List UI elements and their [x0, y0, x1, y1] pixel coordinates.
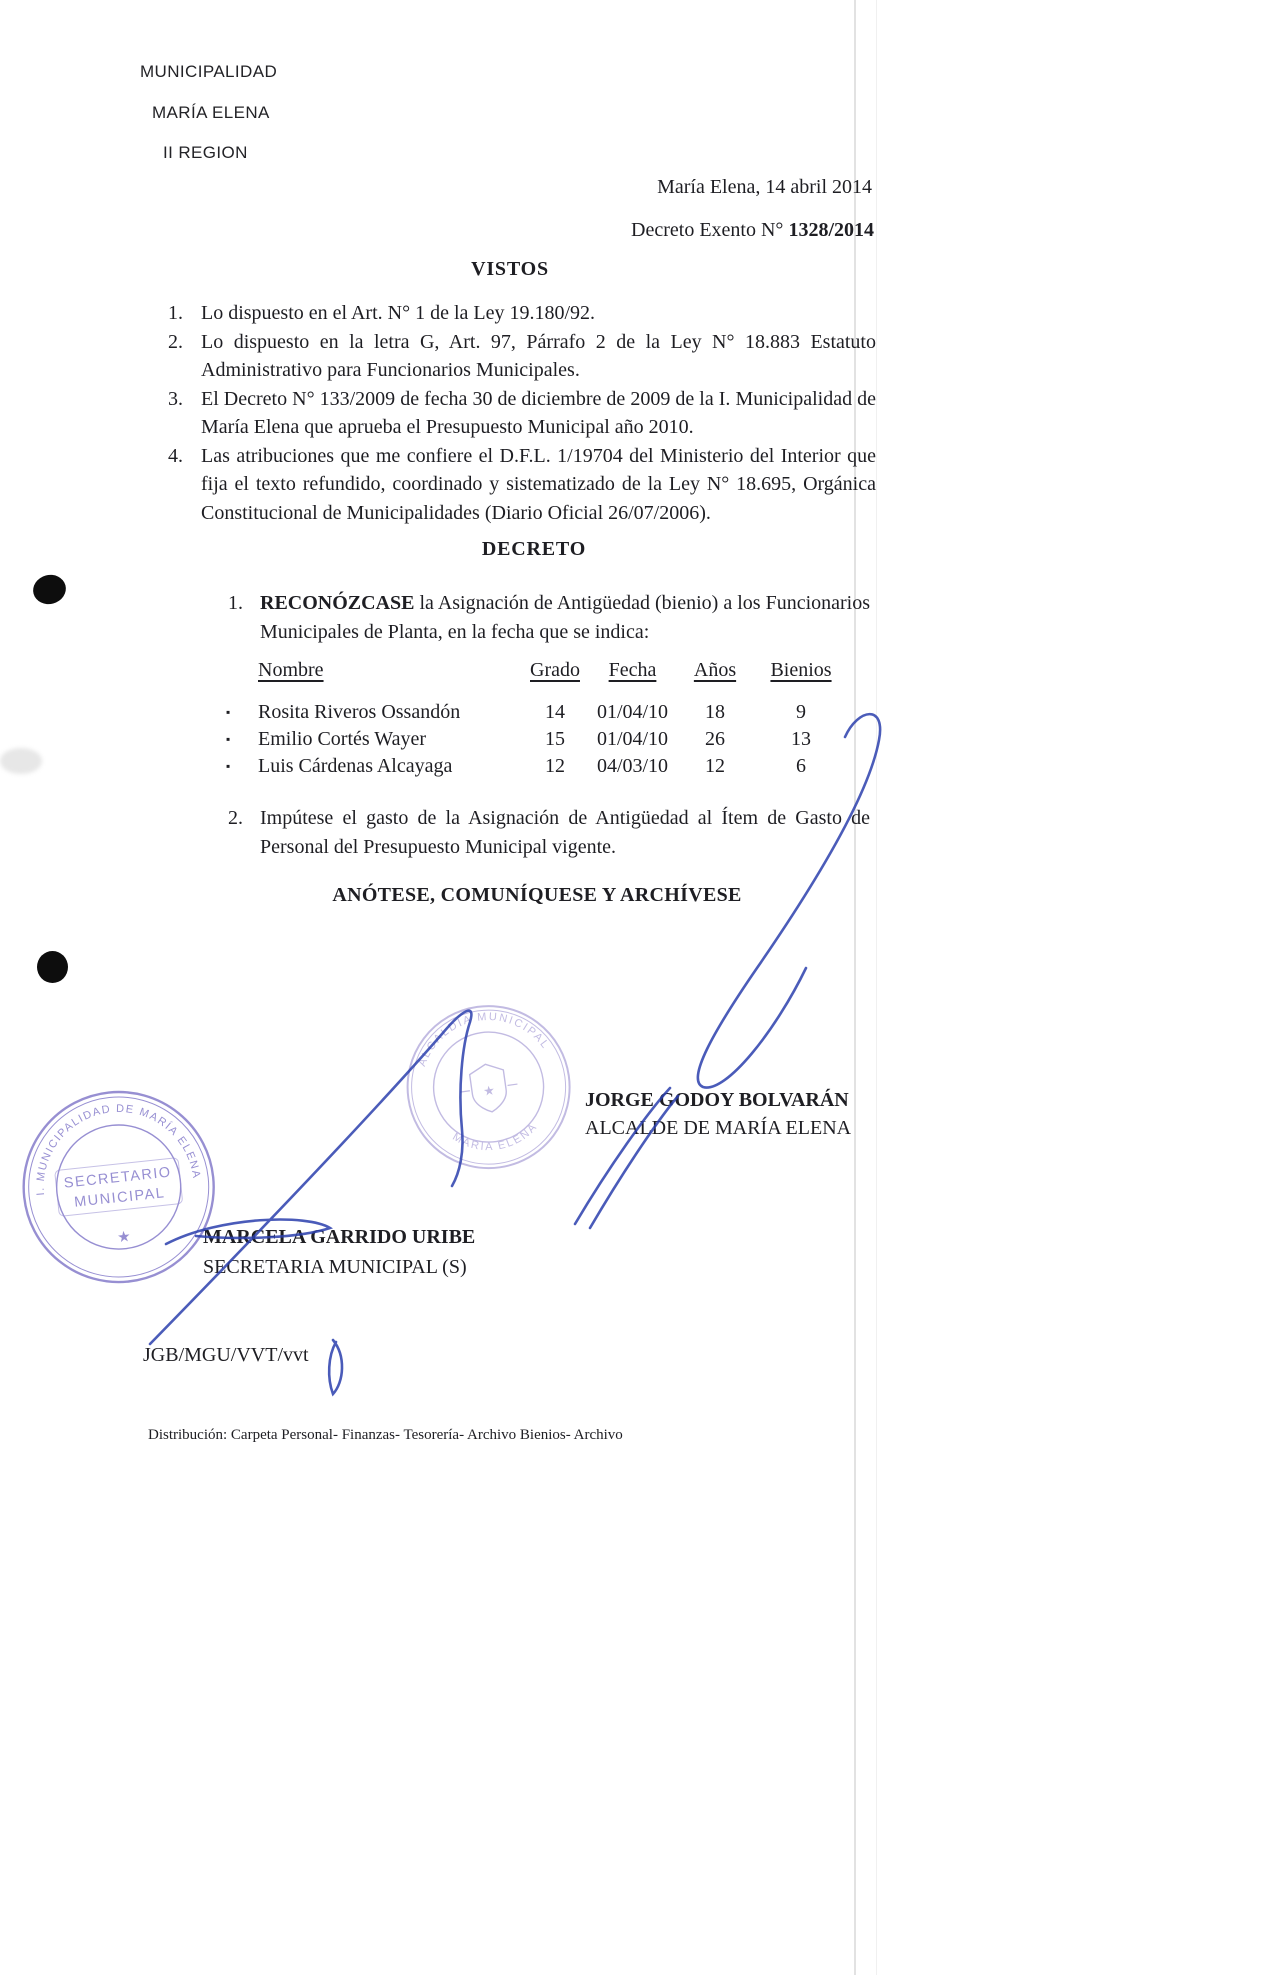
column-header-anios: Años	[693, 659, 737, 681]
reconozcase-keyword: RECONÓZCASE	[260, 592, 415, 614]
cell-fecha: 01/04/10	[596, 701, 669, 723]
vistos-heading: VISTOS	[471, 258, 549, 280]
cell-fecha: 04/03/10	[596, 755, 669, 777]
item-text: Las atribuciones que me confiere el D.F.L. 1/19704 del Ministerio del Interior que fija el texto refundido, coordinado y sistematizado de la Ley N° 18.695, Orgánica Constitucional de Municipalidades (Diario Oficial 26/07/2006).	[201, 444, 876, 524]
decree-number: 1328/2014	[788, 219, 874, 241]
secretario-stamp	[3, 1070, 235, 1311]
alcalde-name: JORGE GODOY BOLVARÁN	[585, 1089, 849, 1111]
item-text: Lo dispuesto en la letra G, Art. 97, Párrafo 2 de la Ley N° 18.883 Estatuto Administrativo para Funcionarios Municipales.	[201, 330, 876, 381]
cell-bienios: 6	[796, 755, 806, 777]
hole-punch-mark	[30, 571, 69, 608]
column-header-grado: Grado	[530, 659, 580, 681]
vistos-item	[168, 385, 876, 442]
signature-ink-initials-mark	[329, 1340, 342, 1394]
item-text-rest: la Asignación de Antigüedad (bienio) a los Funcionarios Municipales de Planta, en la fecha que se indica:	[260, 592, 870, 643]
item-number: 1.	[228, 592, 243, 614]
item-number: 3.	[168, 387, 183, 410]
cell-anios: 12	[705, 755, 725, 777]
cell-grado: 14	[545, 701, 565, 723]
item-number: 2.	[168, 330, 183, 353]
cell-nombre: Rosita Riveros Ossandón	[258, 701, 461, 723]
stamp-ring-text: I. MUNICIPALIDAD DE MARÍA ELENA	[34, 1102, 203, 1197]
vistos-item	[168, 442, 876, 528]
alcaldia-stamp	[390, 989, 588, 1192]
signature-block-secretaria	[203, 1222, 475, 1282]
item-text: El Decreto N° 133/2009 de fecha 30 de diciembre de 2009 de la I. Municipalidad de María Elena que aprueba el Presupuesto Municipal año 2010.	[201, 387, 876, 438]
stamp-star-icon: ★	[116, 1229, 132, 1247]
stamp-top-text: ALCALDIA MUNICIPAL	[416, 1010, 552, 1069]
cell-anios: 26	[705, 728, 725, 750]
stamp-bottom-text: MARIA ELENA	[450, 1120, 541, 1154]
alcalde-title: ALCALDE DE MARÍA ELENA	[585, 1117, 852, 1139]
coat-of-arms-icon	[457, 1060, 521, 1116]
vistos-item	[168, 328, 876, 385]
decree-prefix: Decreto Exento N°	[631, 219, 789, 241]
item-number: 4.	[168, 444, 183, 467]
decree-number-line	[631, 219, 874, 242]
decreto-heading: DECRETO	[481, 538, 587, 560]
item-text: Impútese el gasto de la Asignación de Antigüedad al Ítem de Gasto de Personal del Presupuesto Municipal vigente.	[260, 807, 870, 858]
bullet-icon: ▪	[226, 759, 231, 773]
cell-nombre: Emilio Cortés Wayer	[258, 728, 426, 750]
bienios-table	[226, 657, 847, 780]
cell-grado: 12	[545, 755, 565, 777]
cell-bienios: 13	[791, 728, 811, 750]
scan-artifact-line	[854, 0, 856, 1975]
cell-bienios: 9	[796, 701, 806, 723]
stamp-line2: MUNICIPAL	[73, 1185, 167, 1211]
item-text: Lo dispuesto en el Art. N° 1 de la Ley 19.180/92.	[201, 302, 596, 324]
dateline: María Elena, 14 abril 2014	[657, 176, 872, 198]
hole-punch-mark	[37, 951, 68, 983]
cell-nombre: Luis Cárdenas Alcayaga	[258, 755, 453, 777]
item-number: 1.	[168, 302, 183, 324]
decreto-item-1	[228, 589, 870, 646]
scan-smudge	[0, 748, 42, 774]
secretaria-title: SECRETARIA MUNICIPAL (S)	[203, 1256, 467, 1278]
responsibility-initials: JGB/MGU/VVT/vvt	[143, 1344, 309, 1366]
column-header-bienios: Bienios	[770, 659, 832, 681]
cell-anios: 18	[705, 701, 725, 723]
letterhead-city: MARÍA ELENA	[152, 103, 270, 122]
svg-text:★: ★	[482, 1082, 496, 1099]
item-number: 2.	[228, 807, 243, 829]
stamp-line1: SECRETARIO	[63, 1164, 173, 1192]
vistos-list	[168, 299, 876, 527]
closing-formula: ANÓTESE, COMUNÍQUESE Y ARCHÍVESE	[332, 884, 742, 906]
vistos-item	[168, 299, 876, 328]
letterhead-municipality: MUNICIPALIDAD	[140, 62, 278, 81]
column-header-fecha: Fecha	[608, 659, 657, 681]
letterhead-region: II REGION	[163, 143, 248, 162]
alcaldia-stamp-icon	[390, 989, 588, 1187]
column-header-nombre: Nombre	[258, 659, 324, 681]
secretario-stamp-icon	[3, 1070, 234, 1306]
cell-grado: 15	[545, 728, 565, 750]
decreto-item-2	[228, 804, 870, 861]
bullet-icon: ▪	[226, 705, 231, 719]
item-text	[260, 589, 870, 646]
table-spacer	[226, 657, 258, 699]
distribution-line: Distribución: Carpeta Personal- Finanzas- Tesorería- Archivo Bienios- Archivo	[148, 1427, 623, 1443]
secretaria-name: MARCELA GARRIDO URIBE	[203, 1226, 476, 1248]
bullet-icon: ▪	[226, 732, 231, 746]
cell-fecha: 01/04/10	[596, 728, 669, 750]
scan-artifact-line	[876, 0, 877, 1975]
signature-block-alcalde	[585, 1086, 851, 1142]
